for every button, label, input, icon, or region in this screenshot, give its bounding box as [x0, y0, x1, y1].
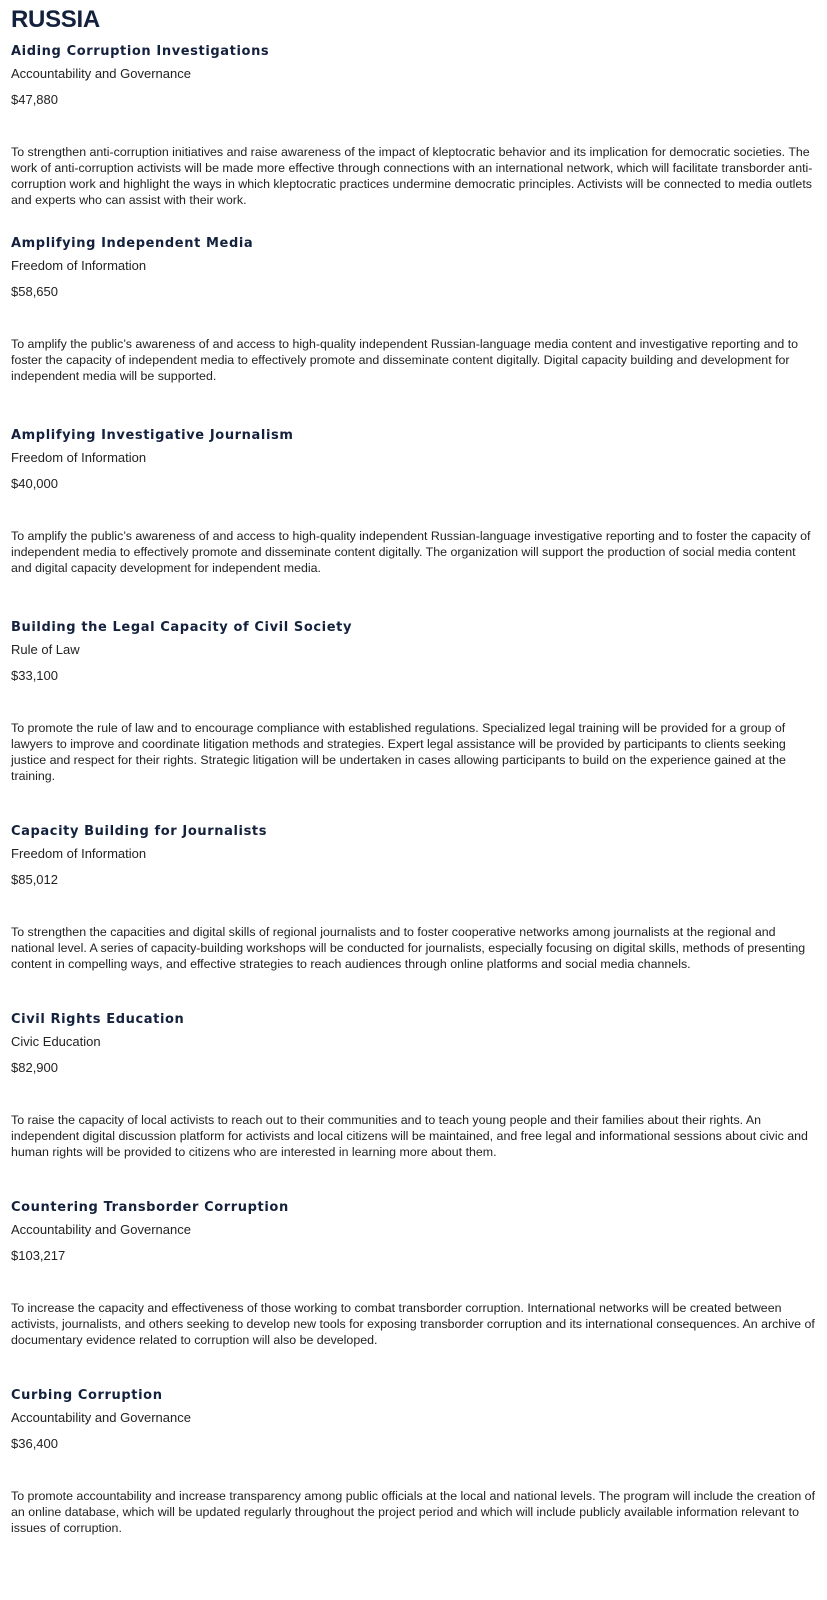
grant-amount: $40,000 — [11, 476, 58, 491]
grant-entry — [11, 1008, 816, 1196]
grant-entry — [11, 424, 816, 616]
grant-title: Capacity Building for Journalists — [11, 824, 268, 839]
grant-description: To promote accountability and increase transparency among public officials at the local and national levels. The program will include the creation of an online database, which will be updated regularly throughout the project period and which will include publicly available information relevant to issues of corruption. — [11, 1489, 816, 1535]
grant-category: Accountability and Governance — [11, 1222, 191, 1237]
grant-entry — [11, 1196, 816, 1384]
grant-title: Amplifying Independent Media — [11, 236, 254, 251]
grant-description: To strengthen the capacities and digital skills of regional journalists and to foster cooperative networks among journalists at the regional and national level. A series of capacity-building workshops will be conducted for journalists, especially focusing on digital skills, methods of presenting content in compelling ways, and effective strategies to reach audiences through online platforms and social media channels. — [11, 925, 806, 971]
grant-amount: $82,900 — [11, 1060, 58, 1075]
grant-entry — [11, 1384, 816, 1564]
grant-amount: $85,012 — [11, 872, 58, 887]
grant-description: To increase the capacity and effectiveness of those working to combat transborder corruption. International networks will be created between activists, journalists, and others seeking to develop new tools for exposing transborder corruption and its international consequences. An archive of documentary evidence related to corruption will also be developed. — [11, 1301, 815, 1347]
grant-description: To strengthen anti-corruption initiatives and raise awareness of the impact of kleptocratic behavior and its implication for democratic societies. The work of anti-corruption activists will be made more effective through connections with an international network, which will facilitate transborder anti-corruption work and highlight the ways in which kleptocratic practices undermine democratic principles. Activists will be connected to media outlets and experts who can assist with their work. — [11, 145, 813, 207]
grant-title: Curbing Corruption — [11, 1388, 163, 1403]
grant-amount: $33,100 — [11, 668, 58, 683]
grant-amount: $58,650 — [11, 284, 58, 299]
grant-entry — [11, 40, 816, 232]
grant-entry — [11, 820, 816, 1008]
grant-description: To amplify the public’s awareness of and access to high-quality independent Russian-language investigative reporting and to foster the capacity of independent media to effectively promote and disseminate content digitally. The organization will support the production of social media content and digital capacity development for independent media. — [11, 529, 811, 575]
grant-amount: $47,880 — [11, 92, 58, 107]
grant-title: Aiding Corruption Investigations — [11, 44, 270, 59]
grant-amount: $103,217 — [11, 1248, 66, 1263]
grant-category: Freedom of Information — [11, 846, 147, 861]
grant-category: Accountability and Governance — [11, 1410, 191, 1425]
grant-category: Freedom of Information — [11, 450, 147, 465]
country-title: RUSSIA — [11, 6, 100, 33]
grant-title: Civil Rights Education — [11, 1012, 185, 1027]
grant-description: To promote the rule of law and to encourage compliance with established regulations. Specialized legal training will be provided for a group of lawyers to improve and coordinate litigation methods and strategies. Expert legal assistance will be provided by participants to clients seeking justice and respect for their rights. Strategic litigation will be undertaken in cases allowing participants to build on the experience gained at the training. — [11, 721, 786, 783]
grant-title: Amplifying Investigative Journalism — [11, 428, 294, 443]
grant-category: Civic Education — [11, 1034, 101, 1049]
grant-category: Accountability and Governance — [11, 66, 191, 81]
grant-amount: $36,400 — [11, 1436, 58, 1451]
grant-entry — [11, 616, 816, 820]
grant-entry — [11, 232, 816, 424]
grant-description: To raise the capacity of local activists to reach out to their communities and to teach young people and their families about their rights. An independent digital discussion platform for activists and local citizens will be maintained, and free legal and informational sessions about civic and human rights will be provided to citizens who are interested in learning more about them. — [11, 1113, 808, 1159]
grant-title: Countering Transborder Corruption — [11, 1200, 289, 1215]
grant-description: To amplify the public’s awareness of and access to high-quality independent Russian-language media content and investigative reporting and to foster the capacity of independent media to effectively promote and disseminate content digitally. Digital capacity building and development for independent media will be supported. — [11, 337, 799, 383]
grant-category: Rule of Law — [11, 642, 80, 657]
grant-title: Building the Legal Capacity of Civil Society — [11, 620, 353, 635]
grant-category: Freedom of Information — [11, 258, 147, 273]
